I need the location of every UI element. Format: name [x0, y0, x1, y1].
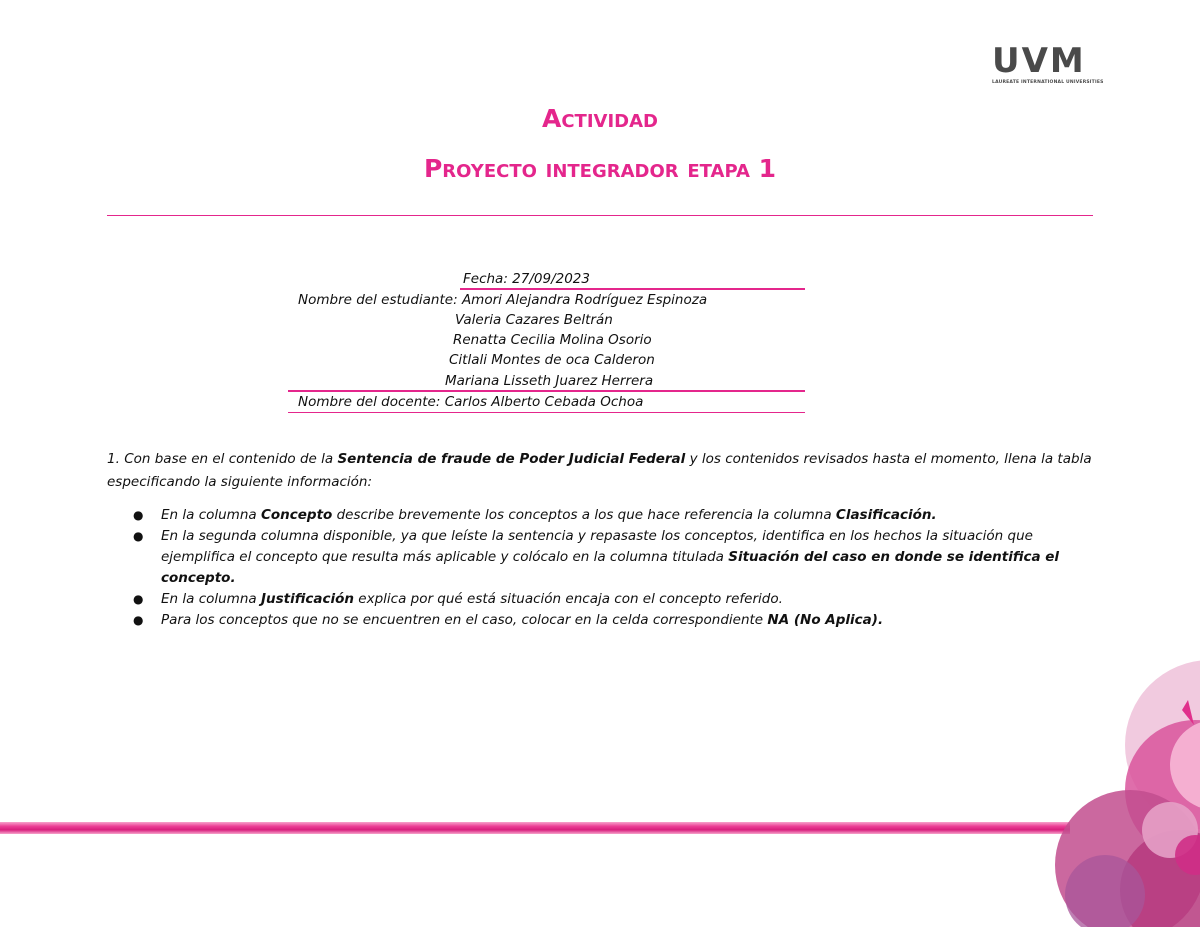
- decorative-circles: [1020, 640, 1200, 927]
- student-name: Amori Alejandra Rodríguez Espinoza: [461, 292, 708, 308]
- docente-row: [298, 394, 643, 410]
- bullet-icon: ●: [133, 613, 144, 627]
- bullet-bold: Concepto: [260, 507, 333, 523]
- list-item: [107, 610, 1097, 631]
- instruction-bold: Sentencia de fraude de Poder Judicial Federal: [337, 451, 686, 467]
- uvm-logo: [992, 41, 1104, 85]
- instruction-number: 1.: [107, 451, 120, 467]
- fecha-value: 27/09/2023: [512, 271, 590, 287]
- logo-mark: UVM: [992, 41, 1086, 81]
- docente-underline: [288, 412, 805, 413]
- instruction-paragraph: [107, 448, 1097, 494]
- estudiante-label: Nombre del estudiante:: [298, 292, 458, 308]
- footer-stripe: [0, 822, 1070, 834]
- student-name: Mariana Lisseth Juarez Herrera: [445, 373, 654, 389]
- bullet-bold: NA (No Aplica).: [767, 612, 884, 628]
- bullet-bold: Justificación: [260, 591, 354, 607]
- fecha-row: [463, 271, 590, 287]
- estudiante-row: [298, 292, 707, 308]
- instruction-text: y los contenidos revisados hasta el momento, llena la tabla especificando la siguiente información:: [107, 451, 1092, 490]
- title-divider: [107, 215, 1093, 216]
- list-item: [107, 505, 1097, 526]
- list-item: [107, 526, 1097, 589]
- instruction-list: [107, 505, 1097, 631]
- bullet-text: explica por qué está situación encaja con el concepto referido.: [358, 591, 783, 607]
- bullet-text: Para los conceptos que no se encuentren en el caso, colocar en la celda correspondiente: [161, 612, 764, 628]
- bullet-text: En la columna: [161, 591, 257, 607]
- page-subtitle: Proyecto integrador etapa 1: [423, 154, 777, 183]
- docente-label: Nombre del docente:: [298, 394, 441, 410]
- fecha-label: Fecha:: [463, 271, 508, 287]
- student-name: Renatta Cecilia Molina Osorio: [453, 332, 652, 348]
- student-name: Valeria Cazares Beltrán: [455, 312, 613, 328]
- list-item: [107, 589, 1097, 610]
- fecha-underline: [460, 288, 805, 290]
- page-title: Actividad: [542, 104, 658, 133]
- logo-subtext: LAUREATE INTERNATIONAL UNIVERSITIES: [992, 80, 1104, 85]
- bullet-bold: Situación del caso en donde se identifica el concepto.: [161, 549, 1060, 586]
- bullet-text: En la columna: [161, 507, 257, 523]
- student-name: Citlali Montes de oca Calderon: [449, 352, 655, 368]
- students-underline: [288, 390, 805, 392]
- bullet-icon: ●: [133, 529, 144, 543]
- bullet-bold: Clasificación.: [835, 507, 937, 523]
- instruction-text: Con base en el contenido de la: [124, 451, 334, 467]
- bullet-icon: ●: [133, 592, 144, 606]
- bullet-icon: ●: [133, 508, 144, 522]
- bullet-text: En la segunda columna disponible, ya que leíste la sentencia y repasaste los conceptos, identifica en los hechos la situación que ejemplifica el concepto que resulta más aplicable y colócalo en la columna titulada: [161, 528, 1033, 565]
- bullet-text: describe brevemente los conceptos a los que hace referencia la columna: [336, 507, 832, 523]
- docente-value: Carlos Alberto Cebada Ochoa: [444, 394, 644, 410]
